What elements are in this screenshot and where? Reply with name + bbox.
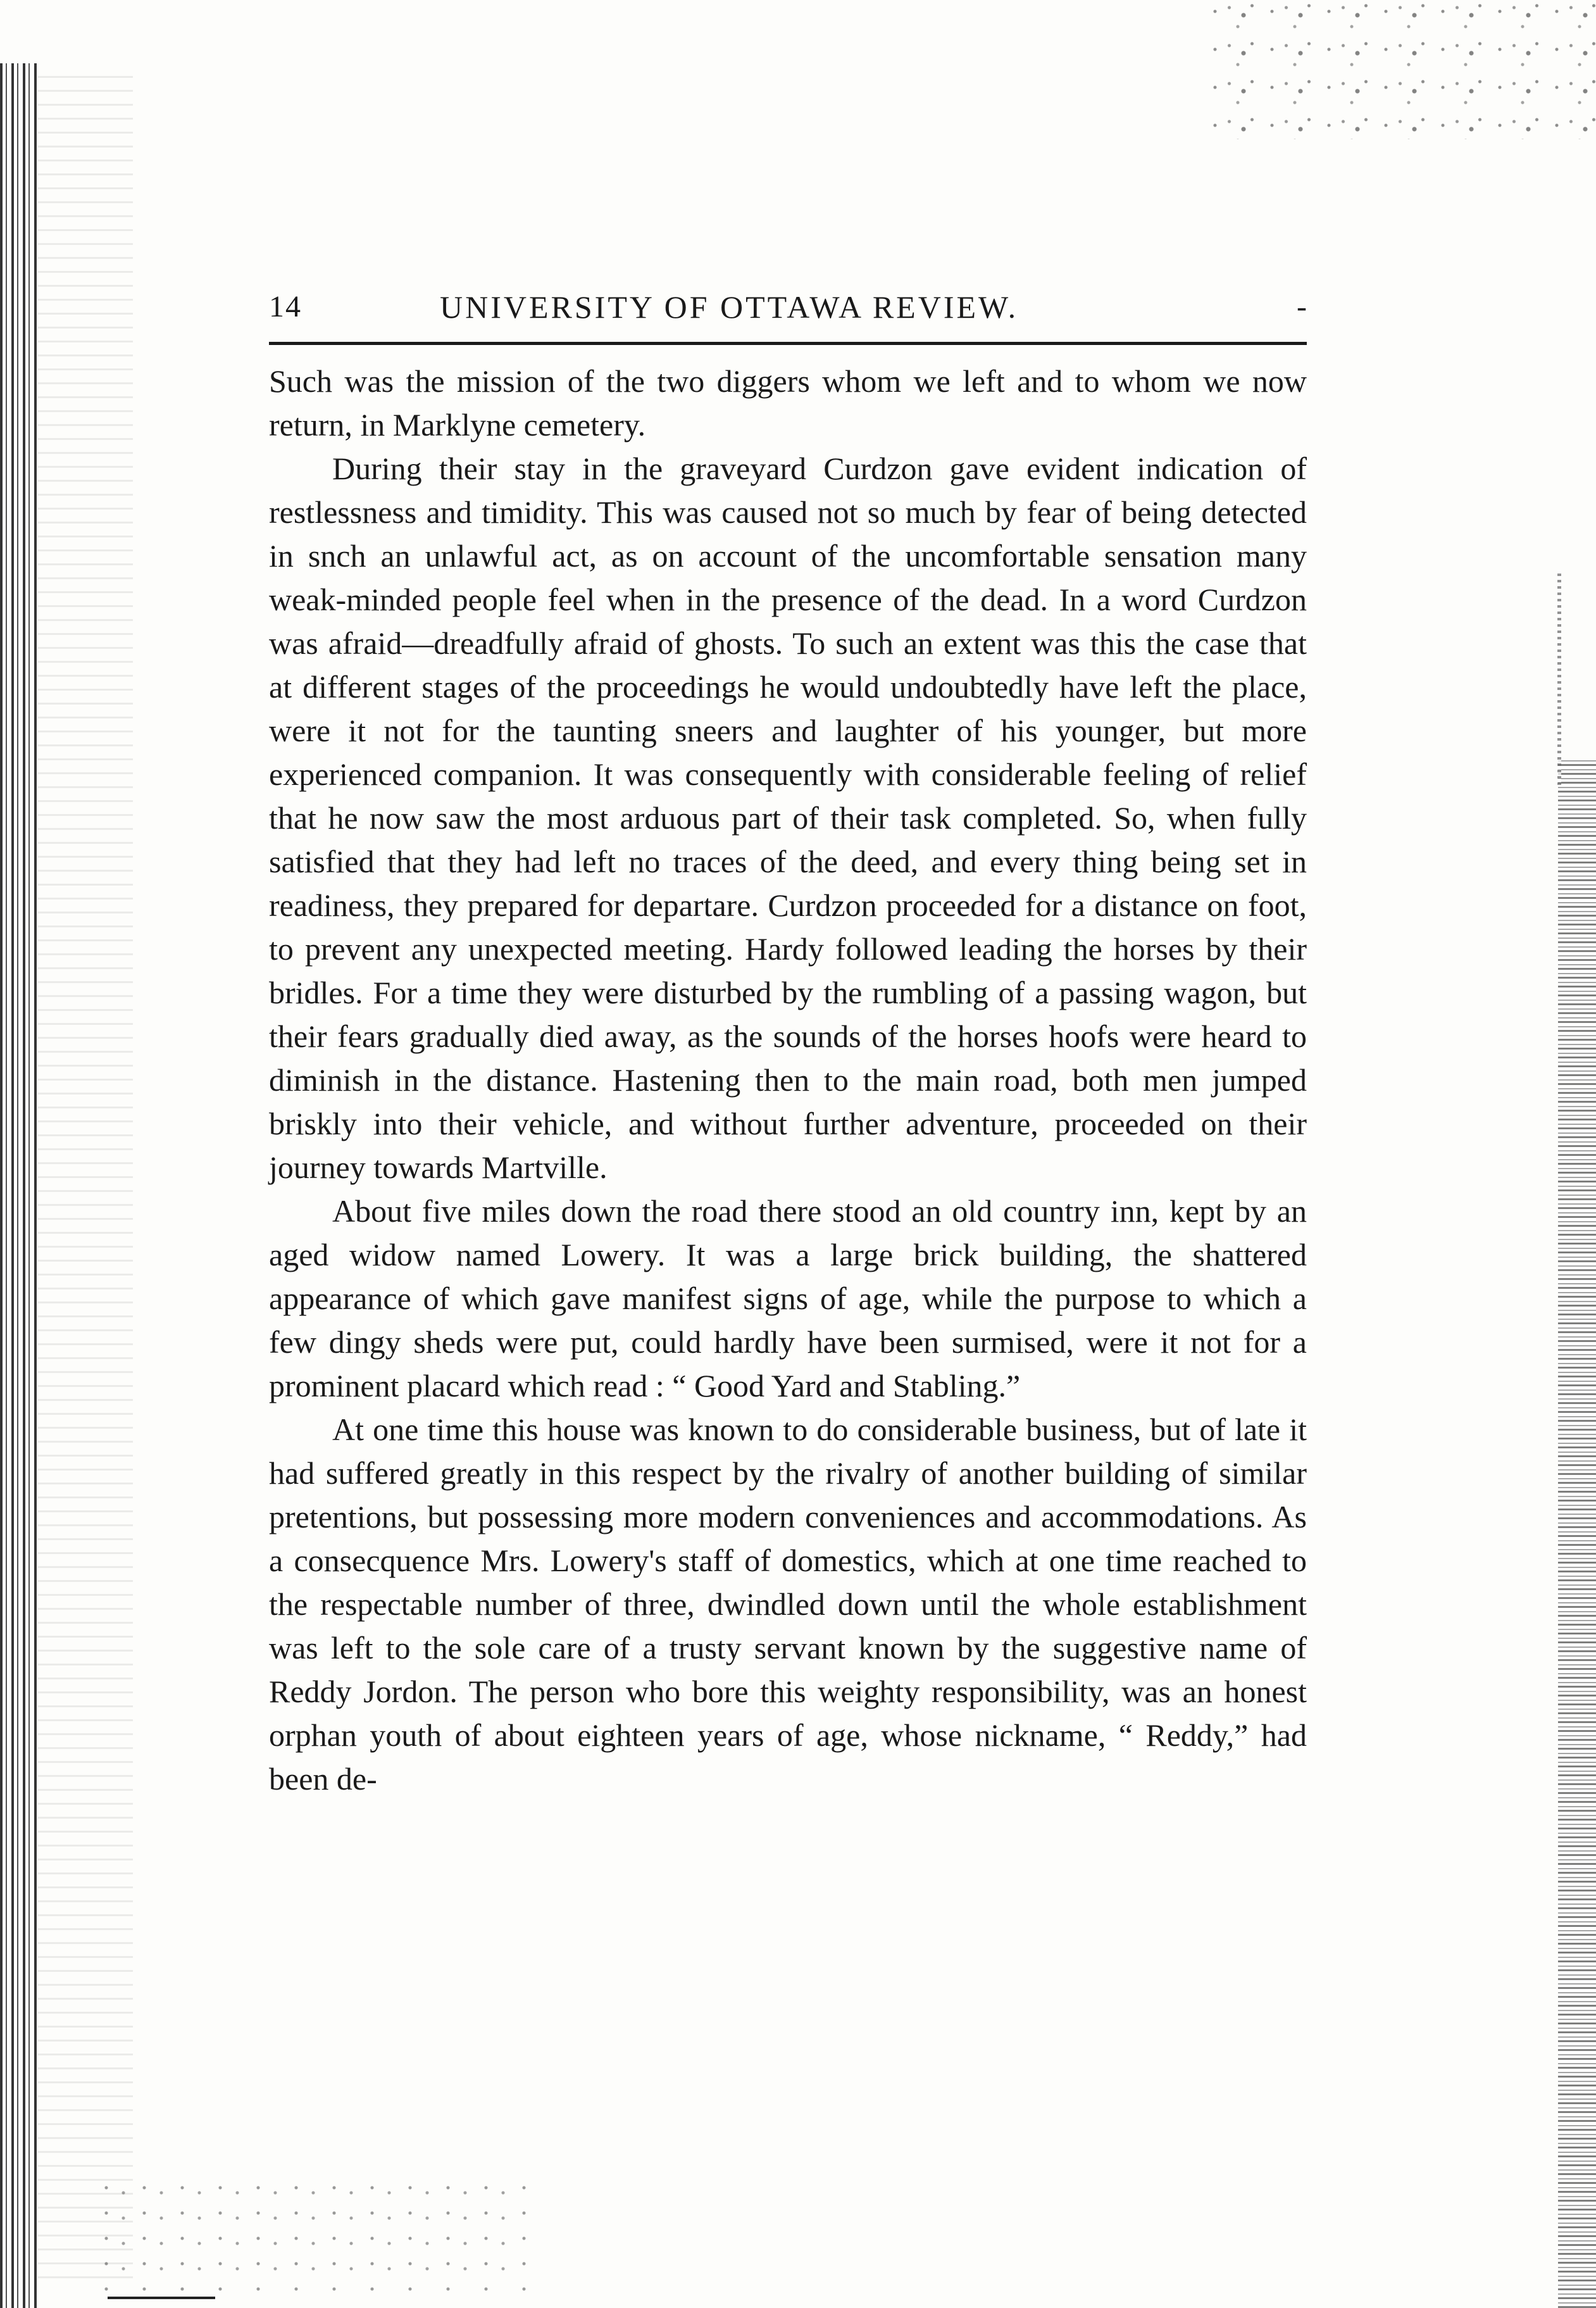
paragraph-1: Such was the mission of the two diggers whom we left and to whom we now return, in Marklyne cemetery. [269,363,1307,442]
header-mark: - [1297,290,1307,323]
paragraph-4: At one time this house was known to do considerable business, but of late it had suffered greatly in this respect by the rivalry of another building of similar pretentions, but possessing more modern conveniences and accommodations. As a consecquence Mrs. Lowery's staff of domestics, which at one time reached to the respectable number of three, dwindled down until the whole establishment was left to the sole care of a trusty servant known by the suggestive name of Reddy Jordon. The person who bore this weighty responsibility, was an honest orphan youth of about eighteen years of age, whose nickname, “ Reddy,” had been de- [269,1412,1307,1797]
running-head: UNIVERSITY OF OTTAWA REVIEW. [440,289,1019,325]
scan-speckle-top [1204,0,1596,139]
scan-edge-left [0,63,38,2308]
paragraph-2: During their stay in the graveyard Curdzon gave evident indication of restlessness and timidity. This was caused not so much by fear of being detected in snch an unlawful act, as on account of the uncomfortable sensation many weak-minded people feel when in the presence of the dead. In a word Curdzon was afraid—dreadfully afraid of ghosts. To such an extent was this the case that at different stages of the proceedings he would undoubtedly have left the place, were it not for the taunting sneers and laughter of his younger, but more experienced companion. It was consequently with considerable feeling of relief that he now saw the most arduous part of their task completed. So, when fully satisfied that they had left no traces of the deed, and every thing being set in readiness, they prepared for departare. Curdzon proceeded for a distance on foot, to prevent any unexpected meeting. Hardy followed leading the horses by their bridles. For a time they were disturbed by the rumbling of a passing wagon, but their fears gradually died away, as the sounds of the horses hoofs were heard to diminish in the distance. Hastening then to the main road, both men jumped briskly into their vehicle, and without further adventure, proceeded on their journey towards Martville. [269,451,1307,1185]
page-header [269,279,1307,336]
scan-edge-right-thin [1557,570,1561,785]
scan-speckle-bottom [95,2178,538,2292]
paragraph-3: About five miles down the road there stood an old country inn, kept by an aged widow named Lowery. It was a large brick building, the shattered appearance of which gave manifest signs of age, while the purpose to which a few dingy sheds were put, could hardly have been surmised, were it not for a prominent placard which read : “ Good Yard and Stabling.” [269,1193,1307,1403]
scan-edge-right [1558,760,1596,2308]
page-number: 14 [269,290,302,323]
scan-noise-left [38,76,133,2279]
header-rule [269,342,1307,345]
body-text [269,360,1307,1801]
bottom-corner-rule [108,2297,215,2299]
